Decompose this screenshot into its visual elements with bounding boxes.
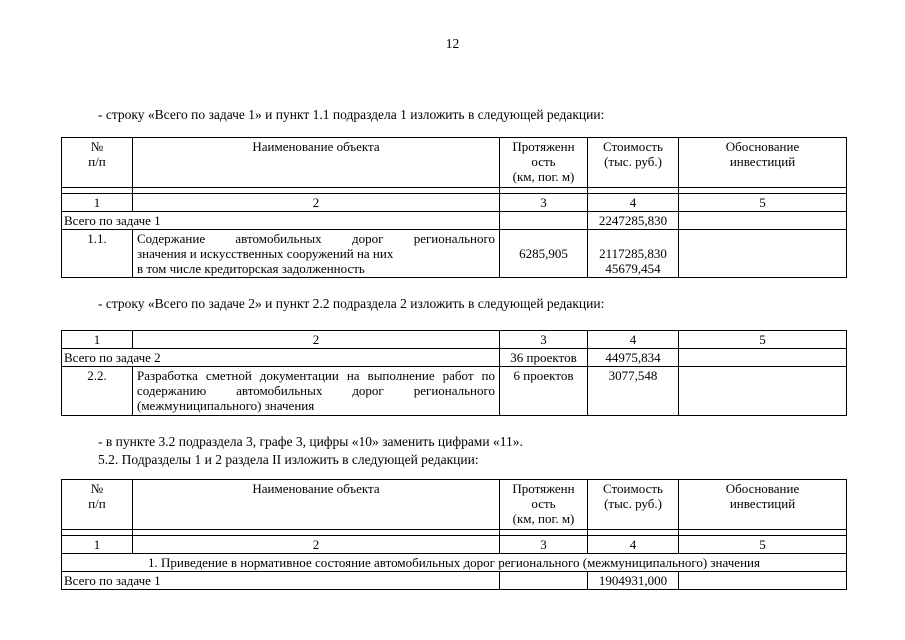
header-cost-line2: (тыс. руб.) [604, 496, 662, 511]
header-cost-line2: (тыс. руб.) [604, 154, 662, 169]
col-number: 3 [500, 536, 588, 554]
item-num: 2.2. [62, 367, 133, 416]
item-name [133, 230, 500, 278]
total-length [500, 212, 588, 230]
header-basis-line1: Обоснование [725, 139, 800, 154]
col-number: 2 [133, 536, 500, 554]
header-cost [588, 480, 679, 530]
section-title-row [62, 554, 847, 572]
total-length [500, 572, 588, 590]
header-length-line1: Протяженн [512, 139, 575, 154]
header-num-line2: п/п [88, 154, 106, 169]
table-row [62, 367, 847, 416]
paragraph-1: - строку «Всего по задаче 1» и пункт 1.1 подраздела 1 изложить в следующей редакции: [98, 107, 605, 122]
header-num [62, 138, 133, 188]
total-basis [679, 349, 847, 367]
table-1 [61, 137, 847, 278]
page-number: 12 [445, 36, 460, 51]
header-num-line1: № [90, 139, 104, 154]
header-basis-line1: Обоснование [725, 481, 800, 496]
paragraph-3: - в пункте 3.2 подраздела 3, графе 3, цифры «10» заменить цифрами «11». [98, 434, 523, 449]
col-number: 5 [679, 331, 847, 349]
total-basis [679, 212, 847, 230]
item-cost: 3077,548 [588, 367, 679, 416]
total-label: Всего по задаче 1 [62, 572, 500, 590]
total-length: 36 проектов [500, 349, 588, 367]
header-num-line2: п/п [88, 496, 106, 511]
header-length-line3: (км, пог. м) [512, 511, 575, 526]
item-length: 6285,905 [500, 230, 588, 278]
header-basis-line2: инвестиций [729, 496, 796, 511]
header-length-line2: ость [531, 496, 556, 511]
col-number: 1 [62, 536, 133, 554]
header-length-line3: (км, пог. м) [512, 169, 575, 184]
table-header-row [62, 138, 847, 188]
col-number: 2 [133, 194, 500, 212]
total-cost: 1904931,000 [588, 572, 679, 590]
table-row-total [62, 572, 847, 590]
header-basis-line2: инвестиций [729, 154, 796, 169]
item-basis [679, 367, 847, 416]
col-number: 5 [679, 536, 847, 554]
header-name: Наименование объекта [133, 138, 500, 188]
col-number: 3 [500, 194, 588, 212]
col-number: 4 [588, 194, 679, 212]
item-length: 6 проектов [500, 367, 588, 416]
col-number: 4 [588, 536, 679, 554]
col-number: 1 [62, 194, 133, 212]
col-number: 2 [133, 331, 500, 349]
item-num: 1.1. [62, 230, 133, 278]
header-length-line1: Протяженн [512, 481, 575, 496]
table-3 [61, 479, 847, 590]
column-numbers-row [62, 536, 847, 554]
col-number: 4 [588, 331, 679, 349]
header-cost-line1: Стоимость [603, 139, 663, 154]
header-length [500, 480, 588, 530]
total-basis [679, 572, 847, 590]
header-name: Наименование объекта [133, 480, 500, 530]
header-num-line1: № [90, 481, 104, 496]
total-cost: 44975,834 [588, 349, 679, 367]
header-basis [679, 480, 847, 530]
item-name-line3: в том числе кредиторская задолженность [137, 261, 365, 276]
total-cost: 2247285,830 [588, 212, 679, 230]
header-cost-line1: Стоимость [603, 481, 663, 496]
item-cost-sub-value: 45679,454 [605, 261, 661, 276]
table-header-row [62, 480, 847, 530]
item-cost-value: 2117285,830 [599, 246, 667, 261]
item-basis [679, 230, 847, 278]
header-basis [679, 138, 847, 188]
table-row [62, 230, 847, 278]
table-row-total [62, 212, 847, 230]
header-length-line2: ость [531, 154, 556, 169]
header-num [62, 480, 133, 530]
item-name-line2: значения и искусственных сооружений на них [137, 246, 394, 261]
table-2 [61, 330, 847, 416]
col-number: 1 [62, 331, 133, 349]
table-row-total [62, 349, 847, 367]
header-length [500, 138, 588, 188]
column-numbers-row [62, 331, 847, 349]
paragraph-4: 5.2. Подразделы 1 и 2 раздела II изложить в следующей редакции: [98, 452, 479, 467]
header-cost [588, 138, 679, 188]
total-label: Всего по задаче 1 [62, 212, 500, 230]
item-name-line1: Содержание автомобильных дорог регионального [137, 231, 495, 246]
item-name: Разработка сметной документации на выполнение работ по содержанию автомобильных дорог регионального (межмуниципального) значения [133, 367, 500, 416]
total-label: Всего по задаче 2 [62, 349, 500, 367]
paragraph-2: - строку «Всего по задаче 2» и пункт 2.2 подраздела 2 изложить в следующей редакции: [98, 296, 605, 311]
col-number: 5 [679, 194, 847, 212]
item-cost [588, 230, 679, 278]
column-numbers-row [62, 194, 847, 212]
col-number: 3 [500, 331, 588, 349]
section-title: 1. Приведение в нормативное состояние автомобильных дорог регионального (межмуниципального) значения [62, 554, 847, 572]
